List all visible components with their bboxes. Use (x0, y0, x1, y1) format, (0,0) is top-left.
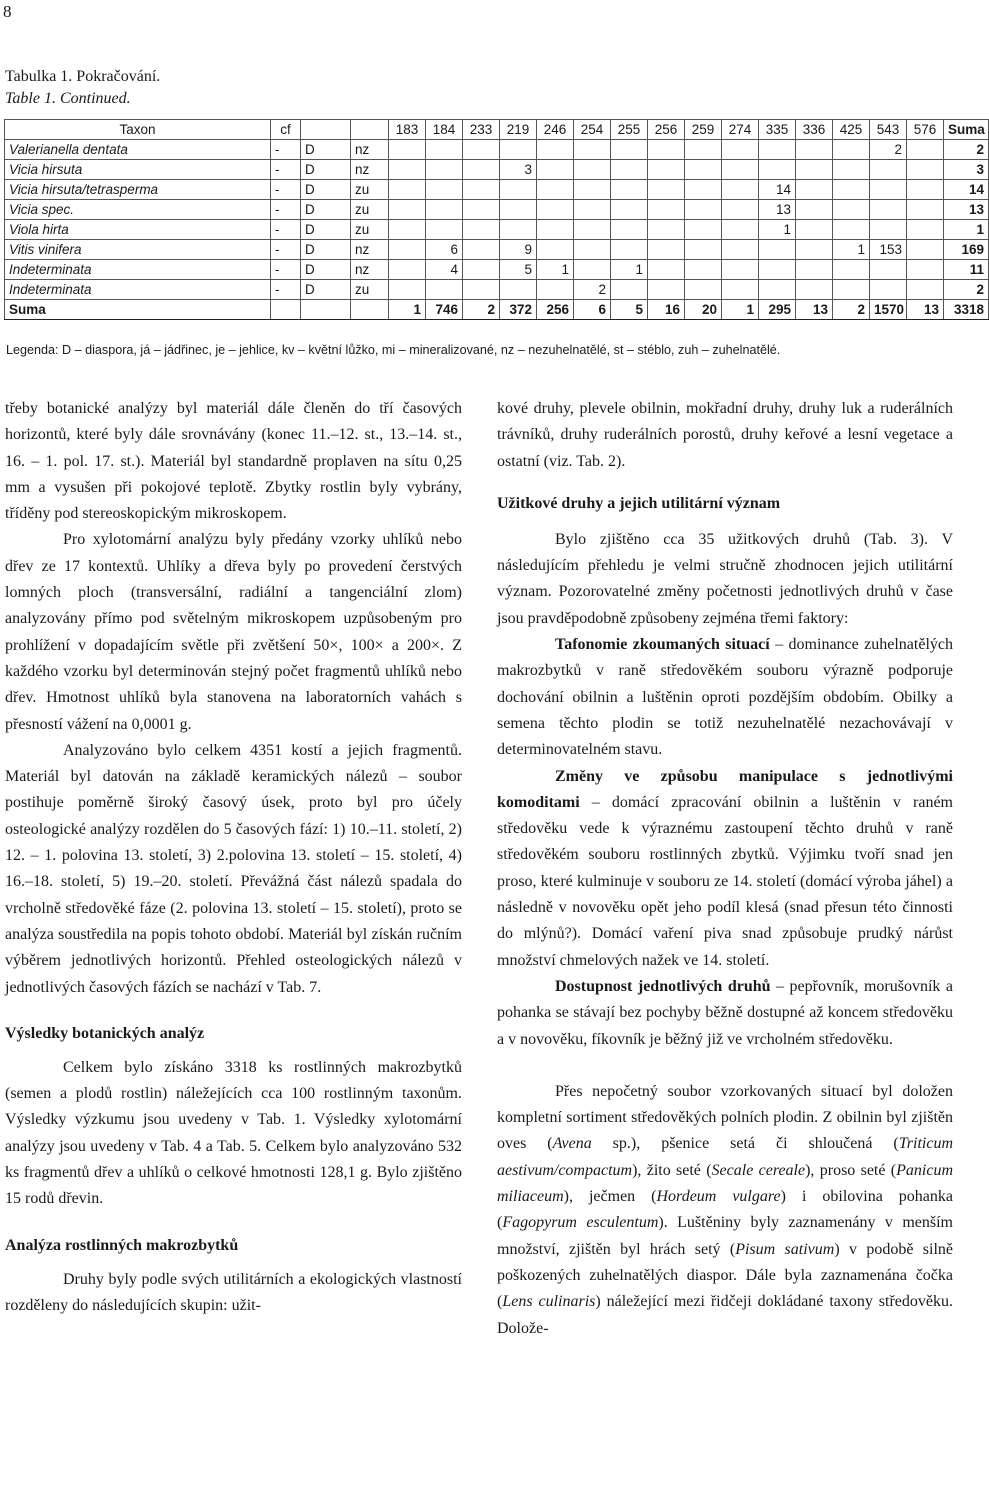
table-cell (537, 280, 574, 300)
table-cell (722, 140, 759, 160)
table-cell (796, 160, 833, 180)
table-row (5, 260, 989, 280)
table-cell (833, 280, 870, 300)
table-cell: zu (351, 180, 389, 200)
table-cell (907, 160, 944, 180)
table-cell: 169 (944, 240, 989, 260)
table-cell: 16 (648, 300, 685, 320)
table-cell (722, 260, 759, 280)
table-cell: 1570 (870, 300, 907, 320)
table-cell (611, 280, 648, 300)
table-cell: 256 (537, 300, 574, 320)
table-cell (389, 280, 426, 300)
table-cell (833, 180, 870, 200)
column-header: 184 (426, 120, 463, 140)
taxon-cell: Indeterminata (5, 260, 271, 280)
bold-term: Dostupnost jednotlivých druhů (555, 977, 771, 995)
table-cell: 1 (389, 300, 426, 320)
paragraph: Přes nepočetný soubor vzorkovaných situací byl doložen kompletní sortiment středověkých polních plodin. Z obilnin byl zjištěn oves (Avena sp.), pšenice setá či shloučená (Triticum aestivum/compactum), žito seté (Secale cereale), proso seté (Panicum miliaceum), ječmen (Hordeum vulgare) i obilovina pohanka (Fagopyrum esculentum). Luštěniny byly zaznamenány v menším množství, zjištěn byl hrách setý (Pisum sativum) v podobě silně poškozených zuhelnatělých diaspor. Dále byla zaznamenána čočka (Lens culinaris) náležející mezi řidčeji dokládané taxony středověku. Dolože- (497, 1082, 954, 1337)
table-cell (574, 200, 611, 220)
left-column (5, 396, 462, 1319)
taxon-cell: Vicia spec. (5, 200, 271, 220)
table-cell (611, 180, 648, 200)
table-cell: nz (351, 260, 389, 280)
table-cell (796, 180, 833, 200)
section-heading: Užitkové druhy a jejich utilitární význam (497, 494, 781, 512)
table-cell (648, 140, 685, 160)
table-cell (611, 200, 648, 220)
table-cell (833, 140, 870, 160)
table-cell (759, 240, 796, 260)
table-cell (500, 200, 537, 220)
table-cell: 2 (833, 300, 870, 320)
table-cell: 1 (759, 220, 796, 240)
table-cell (722, 180, 759, 200)
table-cell (389, 260, 426, 280)
table-cell: 372 (500, 300, 537, 320)
table-cell: 1 (722, 300, 759, 320)
table-cell: 3 (500, 160, 537, 180)
table-cell (870, 280, 907, 300)
table-row (5, 240, 989, 260)
table-cell (574, 220, 611, 240)
column-header (301, 120, 351, 140)
table-cell (685, 240, 722, 260)
table-cell (389, 180, 426, 200)
sum-row (5, 300, 989, 320)
table-cell (870, 180, 907, 200)
table-cell: 1 (611, 260, 648, 280)
table-cell (426, 180, 463, 200)
table-cell: - (271, 200, 301, 220)
table-cell (648, 260, 685, 280)
table-cell (537, 140, 574, 160)
table-cell (907, 200, 944, 220)
table-cell (722, 220, 759, 240)
table-cell: 2 (944, 140, 989, 160)
table-cell (463, 220, 500, 240)
table-cell (463, 160, 500, 180)
table-cell (685, 280, 722, 300)
table-cell (574, 180, 611, 200)
paragraph: Bylo zjištěno cca 35 užitkových druhů (Tab. 3). V následujícím přehledu je velmi stručně zhodnocen jejich utilitární význam. Pozorovatelné změny početnosti jednotlivých druhů v čase jsou pravděpodobně způsobeny zejména třemi faktory: (497, 530, 953, 627)
table-cell: zu (351, 200, 389, 220)
table-cell (537, 240, 574, 260)
table-cell (463, 200, 500, 220)
table-cell (722, 160, 759, 180)
table-cell: D (301, 280, 351, 300)
table-cell (796, 200, 833, 220)
table-cell (351, 300, 389, 320)
table-cell: zu (351, 280, 389, 300)
paragraph: Celkem bylo získáno 3318 ks rostlinných makrozbytků (semen a plodů rostlin) náležejících cca 100 rostlinným taxonům. Výsledky výzkumu jsou uvedeny v Tab. 1. Výsledky xylotomární analýzy jsou uvedeny v Tab. 4 a Tab. 5. Celkem bylo analyzováno 532 ks fragmentů dřev a uhlíků o celkové hmotnosti 128,1 g. Bylo zjištěno 15 rodů dřevin. (5, 1058, 462, 1208)
table-cell (537, 160, 574, 180)
table-cell (389, 200, 426, 220)
column-header: 219 (500, 120, 537, 140)
table-cell (389, 140, 426, 160)
table-cell: 2 (944, 280, 989, 300)
table-cell: 1 (833, 240, 870, 260)
column-header: Taxon (5, 120, 271, 140)
table-cell (574, 240, 611, 260)
table-cell: - (271, 240, 301, 260)
table-cell (648, 200, 685, 220)
table-cell (759, 140, 796, 160)
table-cell: nz (351, 140, 389, 160)
table-cell (574, 260, 611, 280)
table-cell: D (301, 180, 351, 200)
taxon-cell: Suma (5, 300, 271, 320)
paragraph: Analyzováno bylo celkem 4351 kostí a jejich fragmentů. Materiál byl datován na základě keramických nálezů – soubor postihuje poměrně široký časový úsek, proto byl pro účely osteologické analýzy rozdělen do 5 časových fází: 1) 10.–11. století, 2) 12. – 1. polovina 13. století, 3) 2.polovina 13. století – 15. století, 4) 16.–18. století, 5) 19.–20. století. Převážná část nálezů spadala do vrcholně středověké fáze (2. polovina 13. století – 15. století), proto se analýza soustředila na popis tohoto období. Materiál byl získán ručním výběrem jednotlivých horizontů. Přehled osteologických nálezů v jednotlivých časových fázích se nachází v Tab. 7. (5, 741, 462, 996)
column-header: 274 (722, 120, 759, 140)
table-cell: - (271, 260, 301, 280)
table-cell: D (301, 220, 351, 240)
column-header: 335 (759, 120, 796, 140)
table-cell (463, 260, 500, 280)
taxon-cell: Vicia hirsuta/tetrasperma (5, 180, 271, 200)
table-cell: 6 (574, 300, 611, 320)
bold-term: Změny ve způsobu manipulace s jednotlivými komoditami (497, 767, 953, 811)
table-cell (685, 180, 722, 200)
table-cell (648, 280, 685, 300)
table-cell (271, 300, 301, 320)
data-table (4, 119, 989, 320)
table-cell (722, 280, 759, 300)
table-cell (870, 160, 907, 180)
taxon-cell: Vitis vinifera (5, 240, 271, 260)
table-cell: 11 (944, 260, 989, 280)
taxon-cell: Valerianella dentata (5, 140, 271, 160)
taxon-cell: Viola hirta (5, 220, 271, 240)
table-header-row (5, 120, 989, 140)
table-cell (301, 300, 351, 320)
column-header: 256 (648, 120, 685, 140)
table-cell (648, 160, 685, 180)
table-cell (389, 160, 426, 180)
table-cell (907, 220, 944, 240)
table-cell (426, 160, 463, 180)
table-cell (833, 220, 870, 240)
table-cell: - (271, 220, 301, 240)
table-cell: 13 (759, 200, 796, 220)
table-cell: 153 (870, 240, 907, 260)
table-cell (611, 240, 648, 260)
table-cell: D (301, 160, 351, 180)
section-heading: Výsledky botanických analýz (5, 1024, 205, 1042)
table-cell: 5 (611, 300, 648, 320)
column-header: 576 (907, 120, 944, 140)
table-cell (500, 220, 537, 240)
paragraph: Tafonomie zkoumaných situací – dominance zuhelnatělých makrozbytků v raně středověkém souboru výrazně podporuje dochování obilnin a luštěnin oproti pozdějším obdobím. Obilky a semena těchto plodin se totiž nezuhelnatělé nezachovávají v determinovatelném stavu. (497, 636, 954, 759)
table-cell (833, 260, 870, 280)
paragraph: Změny ve způsobu manipulace s jednotlivými komoditami – domácí zpracování obilnin a luštěnin v raném středověku vede k výraznému zastoupení těchto druhů v raně středověkém souboru rostlinných zbytků. Výjimku tvoří snad jen proso, které kulminuje v souboru ze 14. století (domácí výroba jáhel) a následně v novověku opět jeho podíl klesá (snad přesun této činnosti do mlýnů?). Domácí vaření piva snad způsobuje prudký nárůst množství chmelových nažek ve 14. století. (497, 767, 953, 969)
table-cell: D (301, 260, 351, 280)
table-cell (648, 180, 685, 200)
table-cell (426, 280, 463, 300)
table-cell: 3 (944, 160, 989, 180)
table-cell (648, 220, 685, 240)
table-cell: 14 (944, 180, 989, 200)
table-cell (463, 180, 500, 200)
table-cell: 14 (759, 180, 796, 200)
table-cell: nz (351, 240, 389, 260)
table-cell (389, 240, 426, 260)
table-legend: Legenda: D – diaspora, já – jádřinec, je – jehlice, kv – květní lůžko, mi – mineralizované, nz – nezuhelnatělé, st – stéblo, zuh – zuhelnatělé. (6, 343, 781, 357)
table-cell: 5 (500, 260, 537, 280)
table-cell (759, 160, 796, 180)
table-cell: D (301, 140, 351, 160)
table-cell (833, 160, 870, 180)
table-cell: 9 (500, 240, 537, 260)
section-heading: Analýza rostlinných makrozbytků (5, 1236, 239, 1254)
table-cell (870, 220, 907, 240)
table-cell (907, 140, 944, 160)
table-cell (685, 260, 722, 280)
paragraph: Pro xylotomární analýzu byly předány vzorky uhlíků nebo dřev ze 17 kontextů. Uhlíky a dřeva byly po provedení čerstvých lomných ploch (transversální, radiální a tangenciální zlom) analyzovány přímo pod světelným mikroskopem uzpůsobeným pro prohlížení v dopadajícím světle při zvětšení 50×, 100× a 200×. Z každého vzorku byl determinován stejný počet fragmentů uhlíků nebo dřev. Hmotnost uhlíků byla stanovena na laboratorních vahách s přesností vážení na 0,0001 g. (5, 531, 462, 733)
column-header: 425 (833, 120, 870, 140)
table-cell (537, 220, 574, 240)
table-cell (426, 220, 463, 240)
table-cell (907, 180, 944, 200)
table-cell (500, 280, 537, 300)
table-cell (574, 160, 611, 180)
paragraph: kové druhy, plevele obilnin, mokřadní druhy, druhy luk a ruderálních trávníků, druhy ruderálních porostů, druhy keřové a lesní vegetace a ostatní (viz. Tab. 2). (497, 400, 953, 470)
table-cell (426, 140, 463, 160)
table-cell (796, 260, 833, 280)
table-cell (685, 160, 722, 180)
table-cell (796, 220, 833, 240)
table-cell (611, 160, 648, 180)
table-cell (426, 200, 463, 220)
table-row (5, 200, 989, 220)
table-row (5, 160, 989, 180)
right-column (497, 396, 953, 1342)
column-header: Suma (944, 120, 989, 140)
table-cell: 4 (426, 260, 463, 280)
table-cell (907, 260, 944, 280)
table-cell (500, 140, 537, 160)
table-cell: 13 (944, 200, 989, 220)
table-cell: 1 (944, 220, 989, 240)
column-header: 233 (463, 120, 500, 140)
column-header: 336 (796, 120, 833, 140)
column-header: 183 (389, 120, 426, 140)
table-row (5, 180, 989, 200)
table-cell (574, 140, 611, 160)
table-cell: - (271, 140, 301, 160)
column-header: 255 (611, 120, 648, 140)
table-cell: 2 (870, 140, 907, 160)
column-header (351, 120, 389, 140)
table-cell (685, 220, 722, 240)
column-header: 246 (537, 120, 574, 140)
paragraph: třeby botanické analýzy byl materiál dále členěn do tří časových horizontů, které byly dále srovnávány (konec 11.–12. st., 13.–14. st., 16. – 1. pol. 17. st.). Materiál byl standardně proplaven na sítu 0,25 mm a vysušen při pokojové teplotě. Zbytky rostlin byly vybrány, tříděny pod stereoskopickým mikroskopem. (5, 400, 462, 523)
table-cell: - (271, 160, 301, 180)
table-cell: - (271, 180, 301, 200)
table-row (5, 140, 989, 160)
table-cell (759, 260, 796, 280)
table-cell: D (301, 200, 351, 220)
table-row (5, 280, 989, 300)
table-cell: - (271, 280, 301, 300)
taxon-cell: Indeterminata (5, 280, 271, 300)
page-number: 8 (3, 2, 12, 21)
table-cell: 13 (907, 300, 944, 320)
table-cell (685, 140, 722, 160)
table-cell (463, 140, 500, 160)
table-cell (463, 280, 500, 300)
table-caption (5, 66, 160, 110)
table-cell: nz (351, 160, 389, 180)
table-cell: 746 (426, 300, 463, 320)
table-cell: 13 (796, 300, 833, 320)
paragraph: Dostupnost jednotlivých druhů – pepřovník, morušovník a pohanka se stávají bez pochyby běžně dostupné až koncem středověku a v novověku, fíkovník je běžný již ve vrcholném středověku. (497, 977, 954, 1048)
table-cell (685, 200, 722, 220)
table-cell (722, 240, 759, 260)
table-cell (648, 240, 685, 260)
table-cell (907, 240, 944, 260)
table-cell: zu (351, 220, 389, 240)
table-cell: 6 (426, 240, 463, 260)
table-cell (611, 220, 648, 240)
table-cell (907, 280, 944, 300)
table-cell (500, 180, 537, 200)
table-cell: 20 (685, 300, 722, 320)
column-header: 259 (685, 120, 722, 140)
table-cell: 2 (463, 300, 500, 320)
taxon-cell: Vicia hirsuta (5, 160, 271, 180)
table-cell: D (301, 240, 351, 260)
table-cell: 2 (574, 280, 611, 300)
table-cell (611, 140, 648, 160)
table-cell: 1 (537, 260, 574, 280)
table-cell (389, 220, 426, 240)
table-cell (796, 240, 833, 260)
table-cell (759, 280, 796, 300)
table-cell (537, 180, 574, 200)
table-row (5, 220, 989, 240)
table-cell (796, 140, 833, 160)
table-cell (833, 200, 870, 220)
column-header: 254 (574, 120, 611, 140)
table-cell (870, 260, 907, 280)
column-header: cf (271, 120, 301, 140)
caption-czech: Tabulka 1. Pokračování. (5, 68, 161, 85)
table-cell (722, 200, 759, 220)
table-cell: 3318 (944, 300, 989, 320)
table-cell (537, 200, 574, 220)
table-cell: 295 (759, 300, 796, 320)
table-cell (870, 200, 907, 220)
caption-english: Table 1. Continued. (5, 90, 131, 107)
paragraph: Druhy byly podle svých utilitárních a ekologických vlastností rozděleny do následujících skupin: užit- (5, 1270, 462, 1314)
table-cell (796, 280, 833, 300)
table-cell (463, 240, 500, 260)
bold-term: Tafonomie zkoumaných situací (555, 636, 770, 654)
column-header: 543 (870, 120, 907, 140)
